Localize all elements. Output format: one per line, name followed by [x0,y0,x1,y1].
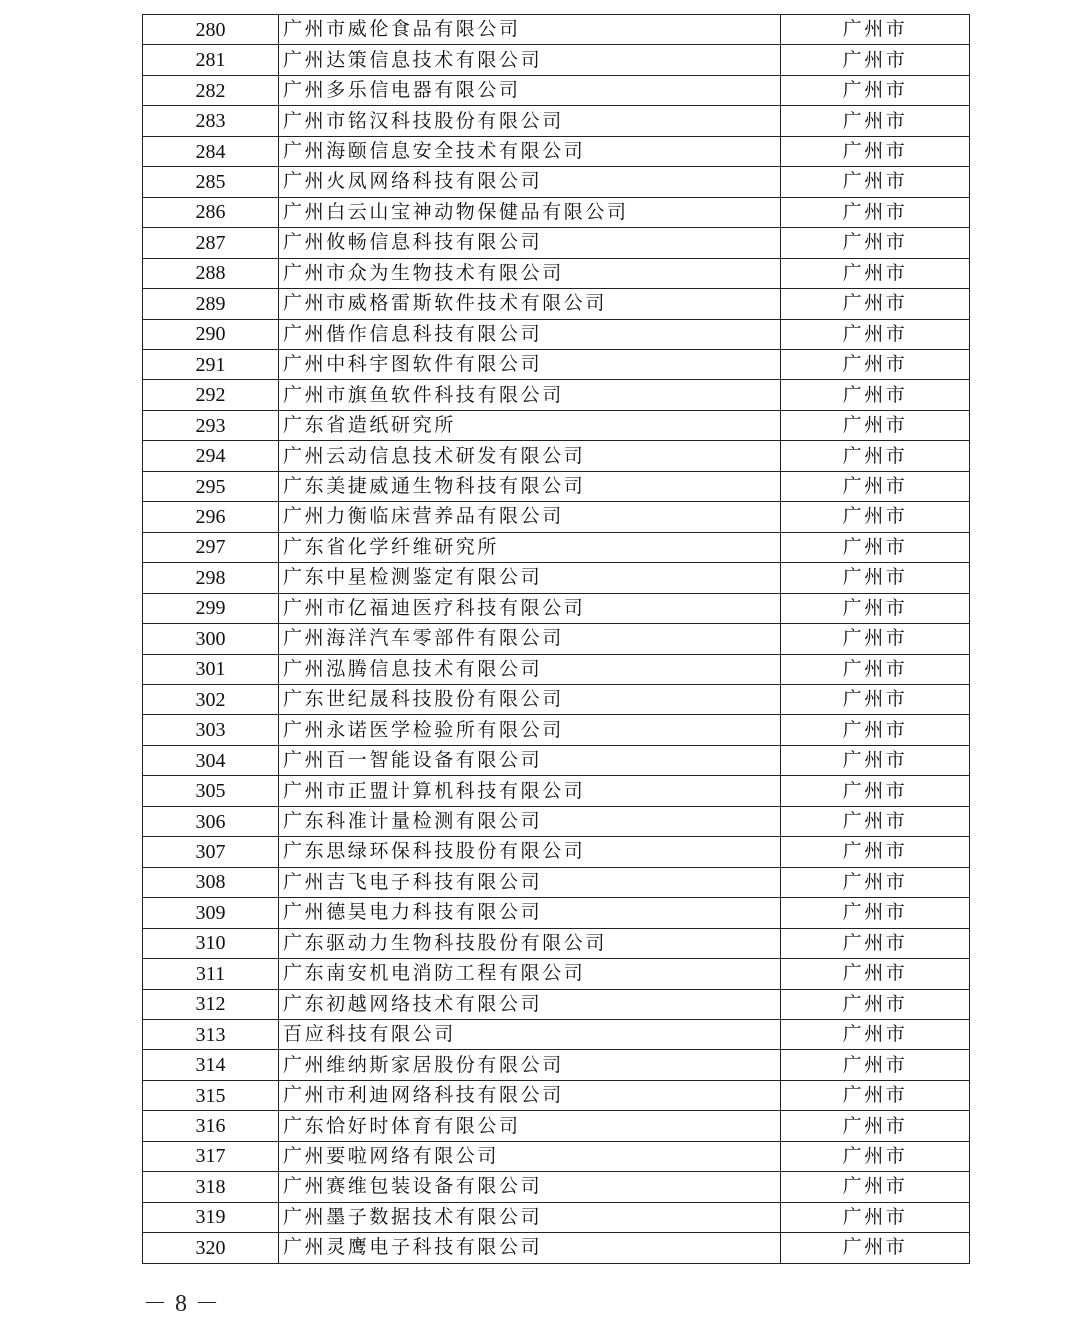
row-number: 307 [143,837,279,867]
city: 广州市 [781,197,970,227]
company-table-body [143,15,970,1264]
city: 广州市 [781,898,970,928]
city: 广州市 [781,1141,970,1171]
company-name: 广东美捷威通生物科技有限公司 [279,471,781,501]
company-name: 广州海颐信息安全技术有限公司 [279,136,781,166]
table-row [143,745,970,775]
row-number: 291 [143,349,279,379]
row-number: 286 [143,197,279,227]
city: 广州市 [781,867,970,897]
company-name: 广州市威格雷斯软件技术有限公司 [279,289,781,319]
city: 广州市 [781,75,970,105]
table-row [143,380,970,410]
company-name: 百应科技有限公司 [279,1019,781,1049]
row-number: 297 [143,532,279,562]
city: 广州市 [781,167,970,197]
company-name: 广州市铭汉科技股份有限公司 [279,106,781,136]
table-row [143,806,970,836]
table-row [143,1111,970,1141]
city: 广州市 [781,715,970,745]
company-name: 广东科准计量检测有限公司 [279,806,781,836]
row-number: 285 [143,167,279,197]
table-row [143,593,970,623]
city: 广州市 [781,410,970,440]
table-row [143,837,970,867]
row-number: 315 [143,1080,279,1110]
company-name: 广州赛维包装设备有限公司 [279,1172,781,1202]
row-number: 304 [143,745,279,775]
row-number: 305 [143,776,279,806]
city: 广州市 [781,441,970,471]
table-row [143,75,970,105]
company-name: 广东省化学纤维研究所 [279,532,781,562]
row-number: 282 [143,75,279,105]
city: 广州市 [781,654,970,684]
table-row [143,471,970,501]
city: 广州市 [781,928,970,958]
company-name: 广东中星检测鉴定有限公司 [279,563,781,593]
city: 广州市 [781,776,970,806]
table-row [143,136,970,166]
city: 广州市 [781,228,970,258]
company-name: 广州市威伦食品有限公司 [279,15,781,45]
table-row [143,563,970,593]
row-number: 288 [143,258,279,288]
company-name: 广州百一智能设备有限公司 [279,745,781,775]
company-name: 广州市利迪网络科技有限公司 [279,1080,781,1110]
table-row [143,1019,970,1049]
row-number: 294 [143,441,279,471]
table-row [143,502,970,532]
table-row [143,654,970,684]
row-number: 320 [143,1233,279,1263]
company-name: 广东省造纸研究所 [279,410,781,440]
company-name: 广州海洋汽车零部件有限公司 [279,624,781,654]
row-number: 283 [143,106,279,136]
table-row [143,928,970,958]
row-number: 309 [143,898,279,928]
row-number: 314 [143,1050,279,1080]
row-number: 306 [143,806,279,836]
row-number: 284 [143,136,279,166]
row-number: 310 [143,928,279,958]
city: 广州市 [781,349,970,379]
table-row [143,319,970,349]
row-number: 318 [143,1172,279,1202]
city: 广州市 [781,745,970,775]
company-name: 广州云动信息技术研发有限公司 [279,441,781,471]
city: 广州市 [781,989,970,1019]
city: 广州市 [781,136,970,166]
row-number: 311 [143,959,279,989]
row-number: 301 [143,654,279,684]
city: 广州市 [781,806,970,836]
city: 广州市 [781,380,970,410]
company-name: 广州吉飞电子科技有限公司 [279,867,781,897]
row-number: 316 [143,1111,279,1141]
company-name: 广州市亿福迪医疗科技有限公司 [279,593,781,623]
table-row [143,715,970,745]
company-name: 广州要啦网络有限公司 [279,1141,781,1171]
company-name: 广州市旗鱼软件科技有限公司 [279,380,781,410]
company-table [142,14,970,1264]
row-number: 299 [143,593,279,623]
row-number: 296 [143,502,279,532]
city: 广州市 [781,319,970,349]
row-number: 303 [143,715,279,745]
company-name: 广州多乐信电器有限公司 [279,75,781,105]
city: 广州市 [781,532,970,562]
company-name: 广州火凤网络科技有限公司 [279,167,781,197]
city: 广州市 [781,593,970,623]
row-number: 281 [143,45,279,75]
table-row [143,624,970,654]
company-name: 广州德昊电力科技有限公司 [279,898,781,928]
table-row [143,898,970,928]
row-number: 292 [143,380,279,410]
company-name: 广东南安机电消防工程有限公司 [279,959,781,989]
company-name: 广东恰好时体育有限公司 [279,1111,781,1141]
table-row [143,1080,970,1110]
row-number: 293 [143,410,279,440]
city: 广州市 [781,1019,970,1049]
company-name: 广州灵鹰电子科技有限公司 [279,1233,781,1263]
table-row [143,1141,970,1171]
table-row [143,15,970,45]
row-number: 280 [143,15,279,45]
company-name: 广州偕作信息科技有限公司 [279,319,781,349]
table-row [143,197,970,227]
table-row [143,1233,970,1263]
row-number: 290 [143,319,279,349]
city: 广州市 [781,563,970,593]
table-row [143,106,970,136]
table-row [143,684,970,714]
table-row [143,867,970,897]
company-name: 广州市众为生物技术有限公司 [279,258,781,288]
table-row [143,1050,970,1080]
company-name: 广州墨子数据技术有限公司 [279,1202,781,1232]
row-number: 312 [143,989,279,1019]
table-row [143,228,970,258]
city: 广州市 [781,15,970,45]
page-number: － 8 － [143,1291,220,1317]
city: 广州市 [781,1172,970,1202]
table-row [143,167,970,197]
city: 广州市 [781,1202,970,1232]
row-number: 289 [143,289,279,319]
company-name: 广东思绿环保科技股份有限公司 [279,837,781,867]
table-row [143,289,970,319]
row-number: 308 [143,867,279,897]
company-name: 广州白云山宝神动物保健品有限公司 [279,197,781,227]
city: 广州市 [781,258,970,288]
table-row [143,959,970,989]
company-name: 广州达策信息技术有限公司 [279,45,781,75]
city: 广州市 [781,45,970,75]
city: 广州市 [781,1080,970,1110]
row-number: 295 [143,471,279,501]
company-name: 广东驱动力生物科技股份有限公司 [279,928,781,958]
city: 广州市 [781,471,970,501]
table-row [143,1202,970,1232]
company-name: 广州力衡临床营养品有限公司 [279,502,781,532]
city: 广州市 [781,684,970,714]
city: 广州市 [781,837,970,867]
table-row [143,410,970,440]
city: 广州市 [781,1233,970,1263]
company-name: 广州维纳斯家居股份有限公司 [279,1050,781,1080]
row-number: 317 [143,1141,279,1171]
table-row [143,349,970,379]
row-number: 300 [143,624,279,654]
company-name: 广东初越网络技术有限公司 [279,989,781,1019]
table-row [143,45,970,75]
company-name: 广东世纪晟科技股份有限公司 [279,684,781,714]
table-row [143,1172,970,1202]
city: 广州市 [781,106,970,136]
city: 广州市 [781,624,970,654]
table-row [143,532,970,562]
company-name: 广州中科宇图软件有限公司 [279,349,781,379]
table-row [143,776,970,806]
city: 广州市 [781,1111,970,1141]
city: 广州市 [781,959,970,989]
city: 广州市 [781,289,970,319]
city: 广州市 [781,1050,970,1080]
company-name: 广州永诺医学检验所有限公司 [279,715,781,745]
row-number: 287 [143,228,279,258]
row-number: 298 [143,563,279,593]
table-row [143,441,970,471]
table-row [143,989,970,1019]
row-number: 302 [143,684,279,714]
company-name: 广州泓腾信息技术有限公司 [279,654,781,684]
row-number: 319 [143,1202,279,1232]
company-name: 广州市正盟计算机科技有限公司 [279,776,781,806]
table-row [143,258,970,288]
company-name: 广州攸畅信息科技有限公司 [279,228,781,258]
row-number: 313 [143,1019,279,1049]
city: 广州市 [781,502,970,532]
